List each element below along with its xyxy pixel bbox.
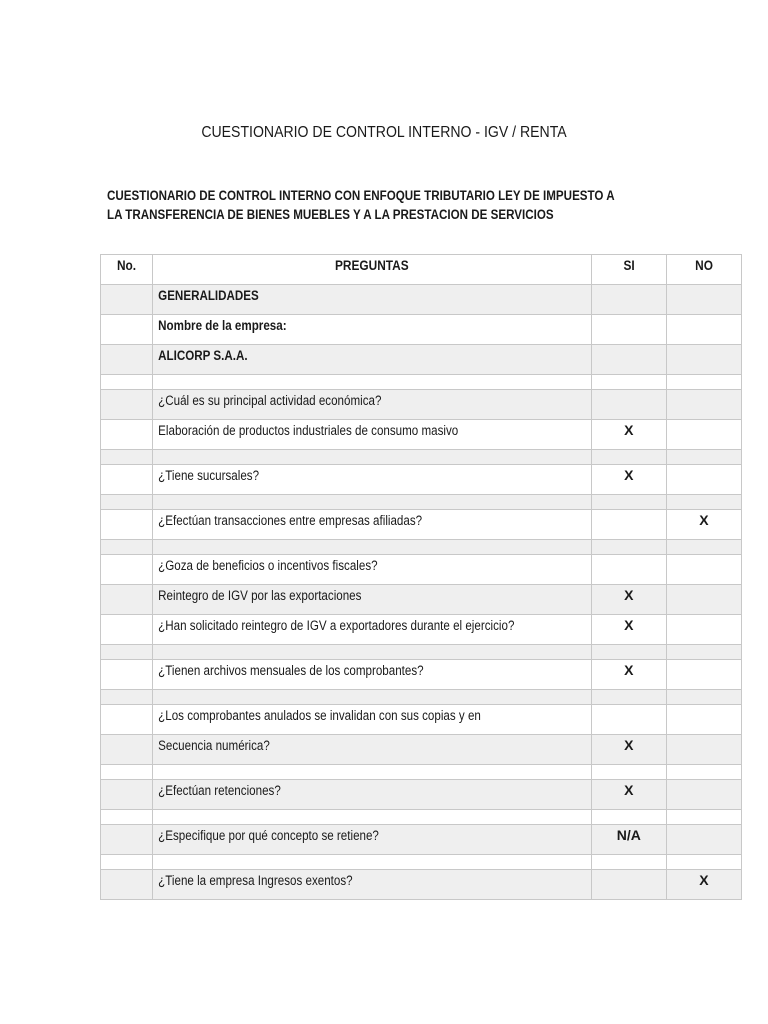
table-row [101, 285, 742, 315]
table-row [101, 765, 742, 780]
cell-number [101, 825, 153, 855]
cell-no [666, 705, 741, 735]
no-mark [667, 690, 741, 692]
table-row [101, 870, 742, 900]
cell-number [101, 420, 153, 450]
subtitle-line-1: CUESTIONARIO DE CONTROL INTERNO CON ENFOQUE TRIBUTARIO LEY DE IMPUESTO A [107, 188, 615, 203]
no-mark [667, 855, 741, 857]
cell-number [101, 450, 153, 465]
table-row [101, 390, 742, 420]
no-mark [667, 450, 741, 452]
table-row [101, 345, 742, 375]
no-mark [667, 285, 741, 287]
header-no-col: NO [666, 255, 741, 285]
cell-si [591, 390, 666, 420]
no-mark [667, 585, 741, 587]
cell-question [153, 375, 592, 390]
document-title: CUESTIONARIO DE CONTROL INTERNO - IGV / RENTA [201, 124, 567, 141]
question-text: ¿Efectúan transacciones entre empresas afiliadas? [158, 513, 423, 528]
cell-si [591, 510, 666, 540]
question-text: ¿Han solicitado reintegro de IGV a exportadores durante el ejercicio? [158, 618, 515, 633]
cell-si [591, 765, 666, 780]
no-mark [667, 420, 741, 422]
cell-si [591, 870, 666, 900]
si-mark [592, 690, 666, 692]
no-mark [667, 465, 741, 467]
si-mark [592, 555, 666, 557]
table-row [101, 540, 742, 555]
question-text [153, 495, 529, 498]
table-row [101, 855, 742, 870]
si-mark [592, 645, 666, 647]
cell-number [101, 855, 153, 870]
no-mark [667, 780, 741, 782]
cell-question [153, 315, 592, 345]
no-mark [667, 540, 741, 542]
question-text: ¿Los comprobantes anulados se invalidan con sus copias y en [158, 708, 481, 723]
cell-si [591, 780, 666, 810]
cell-number [101, 765, 153, 780]
no-mark [667, 615, 741, 617]
cell-no [666, 555, 741, 585]
cell-question [153, 855, 592, 870]
si-mark: X [624, 737, 634, 753]
cell-question [153, 615, 592, 645]
cell-no [666, 735, 741, 765]
cell-no [666, 765, 741, 780]
table-row [101, 660, 742, 690]
cell-question [153, 705, 592, 735]
cell-number [101, 345, 153, 375]
question-text: Elaboración de productos industriales de consumo masivo [158, 423, 459, 438]
no-mark [667, 735, 741, 737]
no-mark: X [699, 872, 709, 888]
question-text: GENERALIDADES [158, 288, 259, 303]
cell-question [153, 450, 592, 465]
cell-no [666, 450, 741, 465]
table-row [101, 510, 742, 540]
si-mark [592, 540, 666, 542]
no-mark [667, 315, 741, 317]
cell-si [591, 615, 666, 645]
cell-number [101, 690, 153, 705]
cell-si [591, 735, 666, 765]
cell-number [101, 390, 153, 420]
cell-question [153, 645, 592, 660]
cell-question [153, 540, 592, 555]
cell-question [153, 735, 592, 765]
table-row [101, 705, 742, 735]
cell-question [153, 825, 592, 855]
si-mark: X [624, 782, 634, 798]
cell-number [101, 285, 153, 315]
cell-question [153, 585, 592, 615]
table-row [101, 450, 742, 465]
cell-no [666, 690, 741, 705]
table-row [101, 825, 742, 855]
cell-no [666, 660, 741, 690]
question-text [153, 855, 529, 858]
si-mark [592, 285, 666, 287]
si-mark [592, 705, 666, 707]
cell-si [591, 825, 666, 855]
table-row [101, 735, 742, 765]
cell-no [666, 615, 741, 645]
si-mark [592, 810, 666, 812]
table-header-row [101, 255, 742, 285]
si-mark [592, 765, 666, 767]
cell-question [153, 285, 592, 315]
cell-si [591, 585, 666, 615]
no-mark [667, 345, 741, 347]
document-subtitle [107, 186, 623, 224]
cell-question [153, 870, 592, 900]
cell-number [101, 660, 153, 690]
si-mark: X [624, 467, 634, 483]
cell-no [666, 390, 741, 420]
si-mark [592, 345, 666, 347]
no-mark: X [699, 512, 709, 528]
no-mark [667, 810, 741, 812]
table-row [101, 495, 742, 510]
cell-no [666, 585, 741, 615]
cell-question [153, 495, 592, 510]
cell-no [666, 825, 741, 855]
subtitle-line-2: LA TRANSFERENCIA DE BIENES MUEBLES Y A LA PRESTACION DE SERVICIOS [107, 207, 554, 222]
cell-no [666, 420, 741, 450]
question-text [153, 690, 529, 693]
question-text: Nombre de la empresa: [158, 318, 287, 333]
cell-si [591, 555, 666, 585]
si-mark: X [624, 617, 634, 633]
cell-si [591, 375, 666, 390]
cell-question [153, 780, 592, 810]
header-preguntas: PREGUNTAS [153, 255, 592, 285]
si-mark [592, 315, 666, 317]
header-si: SI [591, 255, 666, 285]
no-mark [667, 705, 741, 707]
cell-no [666, 780, 741, 810]
table-row [101, 645, 742, 660]
cell-number [101, 615, 153, 645]
si-mark [592, 870, 666, 872]
cell-no [666, 495, 741, 510]
table-body [101, 285, 742, 900]
cell-number [101, 375, 153, 390]
si-mark [592, 375, 666, 377]
si-mark: N/A [616, 827, 641, 843]
cell-question [153, 555, 592, 585]
no-mark [667, 645, 741, 647]
no-mark [667, 825, 741, 827]
cell-si [591, 645, 666, 660]
cell-question [153, 420, 592, 450]
cell-si [591, 315, 666, 345]
question-text [153, 645, 529, 648]
cell-si [591, 285, 666, 315]
cell-number [101, 705, 153, 735]
cell-number [101, 585, 153, 615]
question-text [153, 810, 529, 813]
table-row [101, 585, 742, 615]
si-mark [592, 510, 666, 512]
table-row [101, 375, 742, 390]
cell-no [666, 345, 741, 375]
cell-no [666, 375, 741, 390]
cell-question [153, 345, 592, 375]
cell-si [591, 450, 666, 465]
header-no: No. [101, 255, 153, 285]
no-mark [667, 375, 741, 377]
cell-si [591, 690, 666, 705]
cell-si [591, 855, 666, 870]
cell-no [666, 510, 741, 540]
cell-number [101, 510, 153, 540]
question-text [153, 375, 529, 378]
question-text: ¿Goza de beneficios o incentivos fiscales? [158, 558, 378, 573]
no-mark [667, 495, 741, 497]
questionnaire-table [100, 254, 742, 900]
cell-si [591, 345, 666, 375]
table-row [101, 690, 742, 705]
si-mark [592, 855, 666, 857]
cell-question [153, 510, 592, 540]
table-row [101, 810, 742, 825]
si-mark: X [624, 662, 634, 678]
question-text: ¿Especifique por qué concepto se retiene? [158, 828, 379, 843]
cell-no [666, 810, 741, 825]
cell-question [153, 465, 592, 495]
si-mark [592, 390, 666, 392]
question-text: Reintegro de IGV por las exportaciones [158, 588, 362, 603]
cell-number [101, 645, 153, 660]
table-row [101, 465, 742, 495]
no-mark [667, 390, 741, 392]
cell-number [101, 465, 153, 495]
cell-no [666, 540, 741, 555]
no-mark [667, 555, 741, 557]
cell-number [101, 810, 153, 825]
cell-question [153, 390, 592, 420]
no-mark [667, 660, 741, 662]
cell-number [101, 870, 153, 900]
question-text: ¿Efectúan retenciones? [158, 783, 281, 798]
cell-si [591, 465, 666, 495]
cell-si [591, 540, 666, 555]
cell-question [153, 690, 592, 705]
question-text: ¿Cuál es su principal actividad económica? [158, 393, 382, 408]
si-mark [592, 495, 666, 497]
cell-no [666, 870, 741, 900]
si-mark [592, 450, 666, 452]
question-text: ¿Tiene la empresa Ingresos exentos? [158, 873, 353, 888]
cell-no [666, 285, 741, 315]
cell-number [101, 735, 153, 765]
cell-no [666, 465, 741, 495]
cell-number [101, 315, 153, 345]
cell-question [153, 765, 592, 780]
cell-no [666, 315, 741, 345]
cell-question [153, 810, 592, 825]
question-text: Secuencia numérica? [158, 738, 270, 753]
cell-no [666, 645, 741, 660]
table-row [101, 420, 742, 450]
cell-si [591, 420, 666, 450]
table-row [101, 615, 742, 645]
cell-number [101, 780, 153, 810]
cell-si [591, 705, 666, 735]
question-text: ALICORP S.A.A. [158, 348, 248, 363]
cell-si [591, 810, 666, 825]
table-row [101, 780, 742, 810]
cell-si [591, 660, 666, 690]
question-text [153, 765, 529, 768]
cell-number [101, 540, 153, 555]
no-mark [667, 765, 741, 767]
si-mark: X [624, 422, 634, 438]
cell-no [666, 855, 741, 870]
question-text: ¿Tienen archivos mensuales de los comprobantes? [158, 663, 424, 678]
cell-number [101, 555, 153, 585]
question-text [153, 450, 529, 453]
table-row [101, 315, 742, 345]
cell-number [101, 495, 153, 510]
si-mark: X [624, 587, 634, 603]
cell-question [153, 660, 592, 690]
table-row [101, 555, 742, 585]
question-text: ¿Tiene sucursales? [158, 468, 260, 483]
question-text [153, 540, 529, 543]
cell-si [591, 495, 666, 510]
